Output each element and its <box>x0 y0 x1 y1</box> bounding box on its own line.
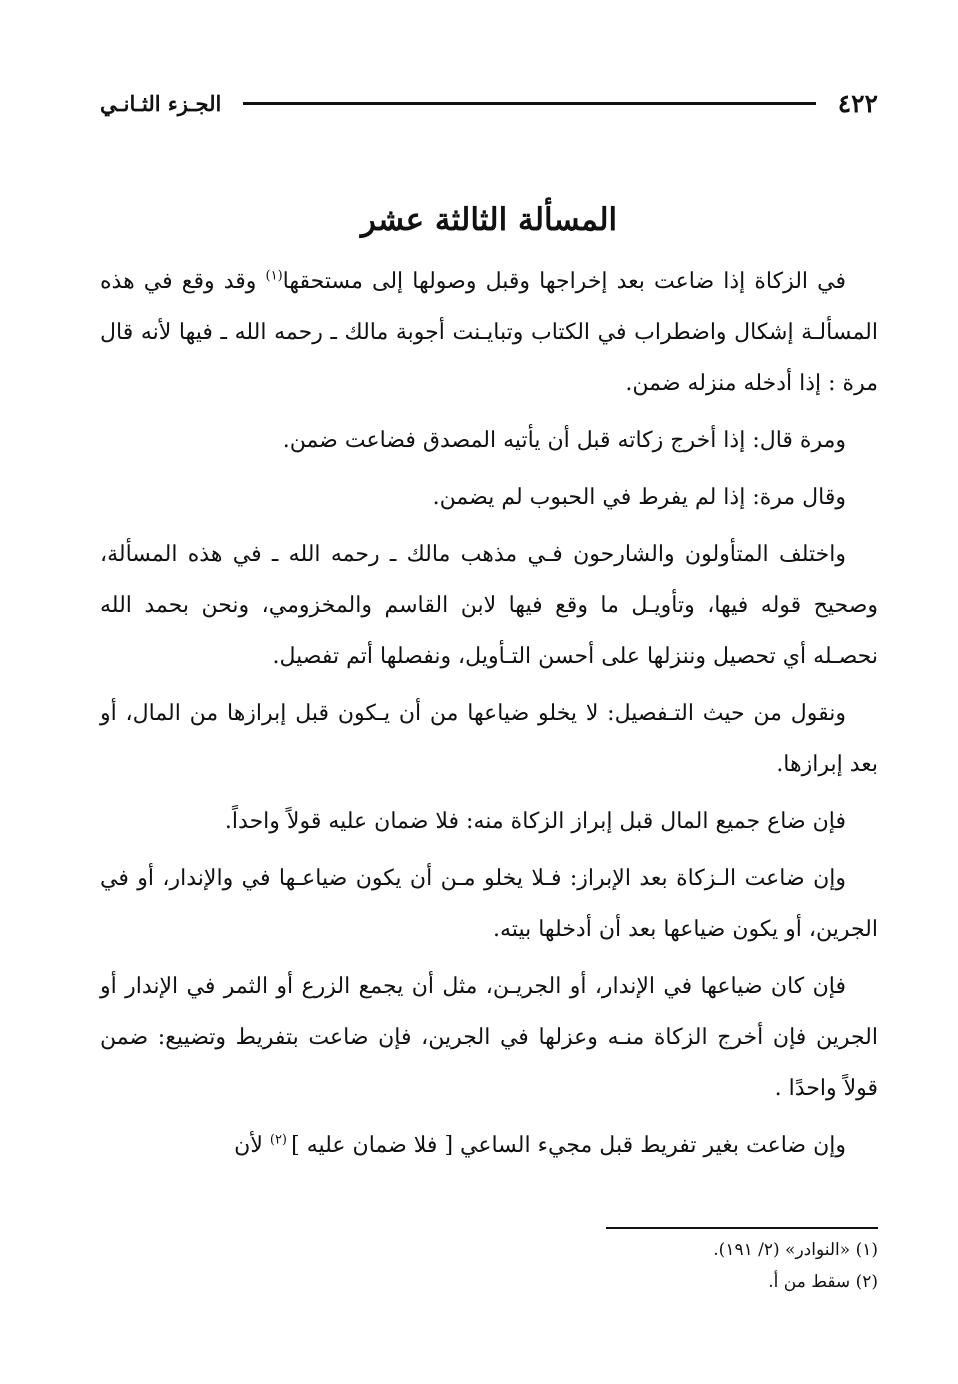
footnote-marker: (١) <box>265 268 283 284</box>
footnote: (٢) سقط من أ. <box>768 1272 878 1292</box>
paragraph: ونقول من حيث التـفصيل: لا يخلو ضياعها من أن يـكون قبل إبرازها من المال، أو بعد إبرازها. <box>100 701 878 777</box>
paragraph-text: وإن ضاعت بغير تفريط قبل مجيء الساعي [ فلا ضمان عليه ] <box>291 1133 846 1158</box>
paragraph <box>100 256 878 409</box>
paragraph <box>100 1120 878 1171</box>
page-number: ٤٢٢ <box>837 88 878 118</box>
paragraph: ومرة قال: إذا أخرج زكاته قبل أن يأتيه المصدق فضاعت ضمن. <box>282 428 846 453</box>
paragraph: فإن كان ضياعها في الإندار، أو الجريـن، مثل أن يجمع الزرع أو الثمر في الإندار أو الجرين فإن أخرج الزكاة منـه وعزلها في الجرين، فإن ضاعت بتفريط وتضييع: ضمن قولاً واحدًا . <box>100 974 878 1101</box>
footnote-rule <box>606 1227 878 1229</box>
chapter-title: المسألة الثالثة عشر <box>360 202 618 238</box>
paragraph: واختلف المتأولون والشارحون فـي مذهب مالك ـ رحمه الله ـ في هذه المسألة، وصحيح قوله فيها، وتأويـل ما وقع فيها لابن القاسم والمخزومي، ونحن بحمد الله نحصـله أي تحصيل وننزلها على أحسن التـأويل، ونفصلها أتم تفصيل. <box>100 542 878 669</box>
paragraph: وإن ضاعت الـزكاة بعد الإبراز: فـلا يخلو مـن أن يكون ضياعـها في والإندار، أو في الجرين، أو يكون ضياعها بعد أن أدخلها بيته. <box>100 866 878 942</box>
footnotes <box>100 1234 878 1298</box>
paragraph: فإن ضاع جميع المال قبل إبراز الزكاة منه: فلا ضمان عليه قولاً واحداً. <box>224 809 846 834</box>
footnote: (١) «النوادر» (٢/ ١٩١). <box>713 1240 878 1260</box>
paragraph-text: لأن <box>234 1133 270 1158</box>
footnote-marker: (٢) <box>269 1132 292 1148</box>
paragraph: وقال مرة: إذا لم يفرط في الحبوب لم يضمن. <box>432 485 846 510</box>
header-rule <box>243 102 815 105</box>
paragraph-text: في الزكاة إذا ضاعت بعد إخراجها وقبل وصولها إلى مستحقها <box>282 269 847 294</box>
paragraph-text: وقد وقع في هذه المسألـة إشكال واضطراب في الكتاب وتبايـنت أجوبة مالك ـ رحمه الله ـ فيها لأنه قال مرة : إذا أدخله منزله ضمن. <box>100 269 878 396</box>
part-title: الجـزء الثـانـي <box>100 90 222 116</box>
running-header <box>100 86 878 120</box>
body-text <box>100 256 878 1177</box>
